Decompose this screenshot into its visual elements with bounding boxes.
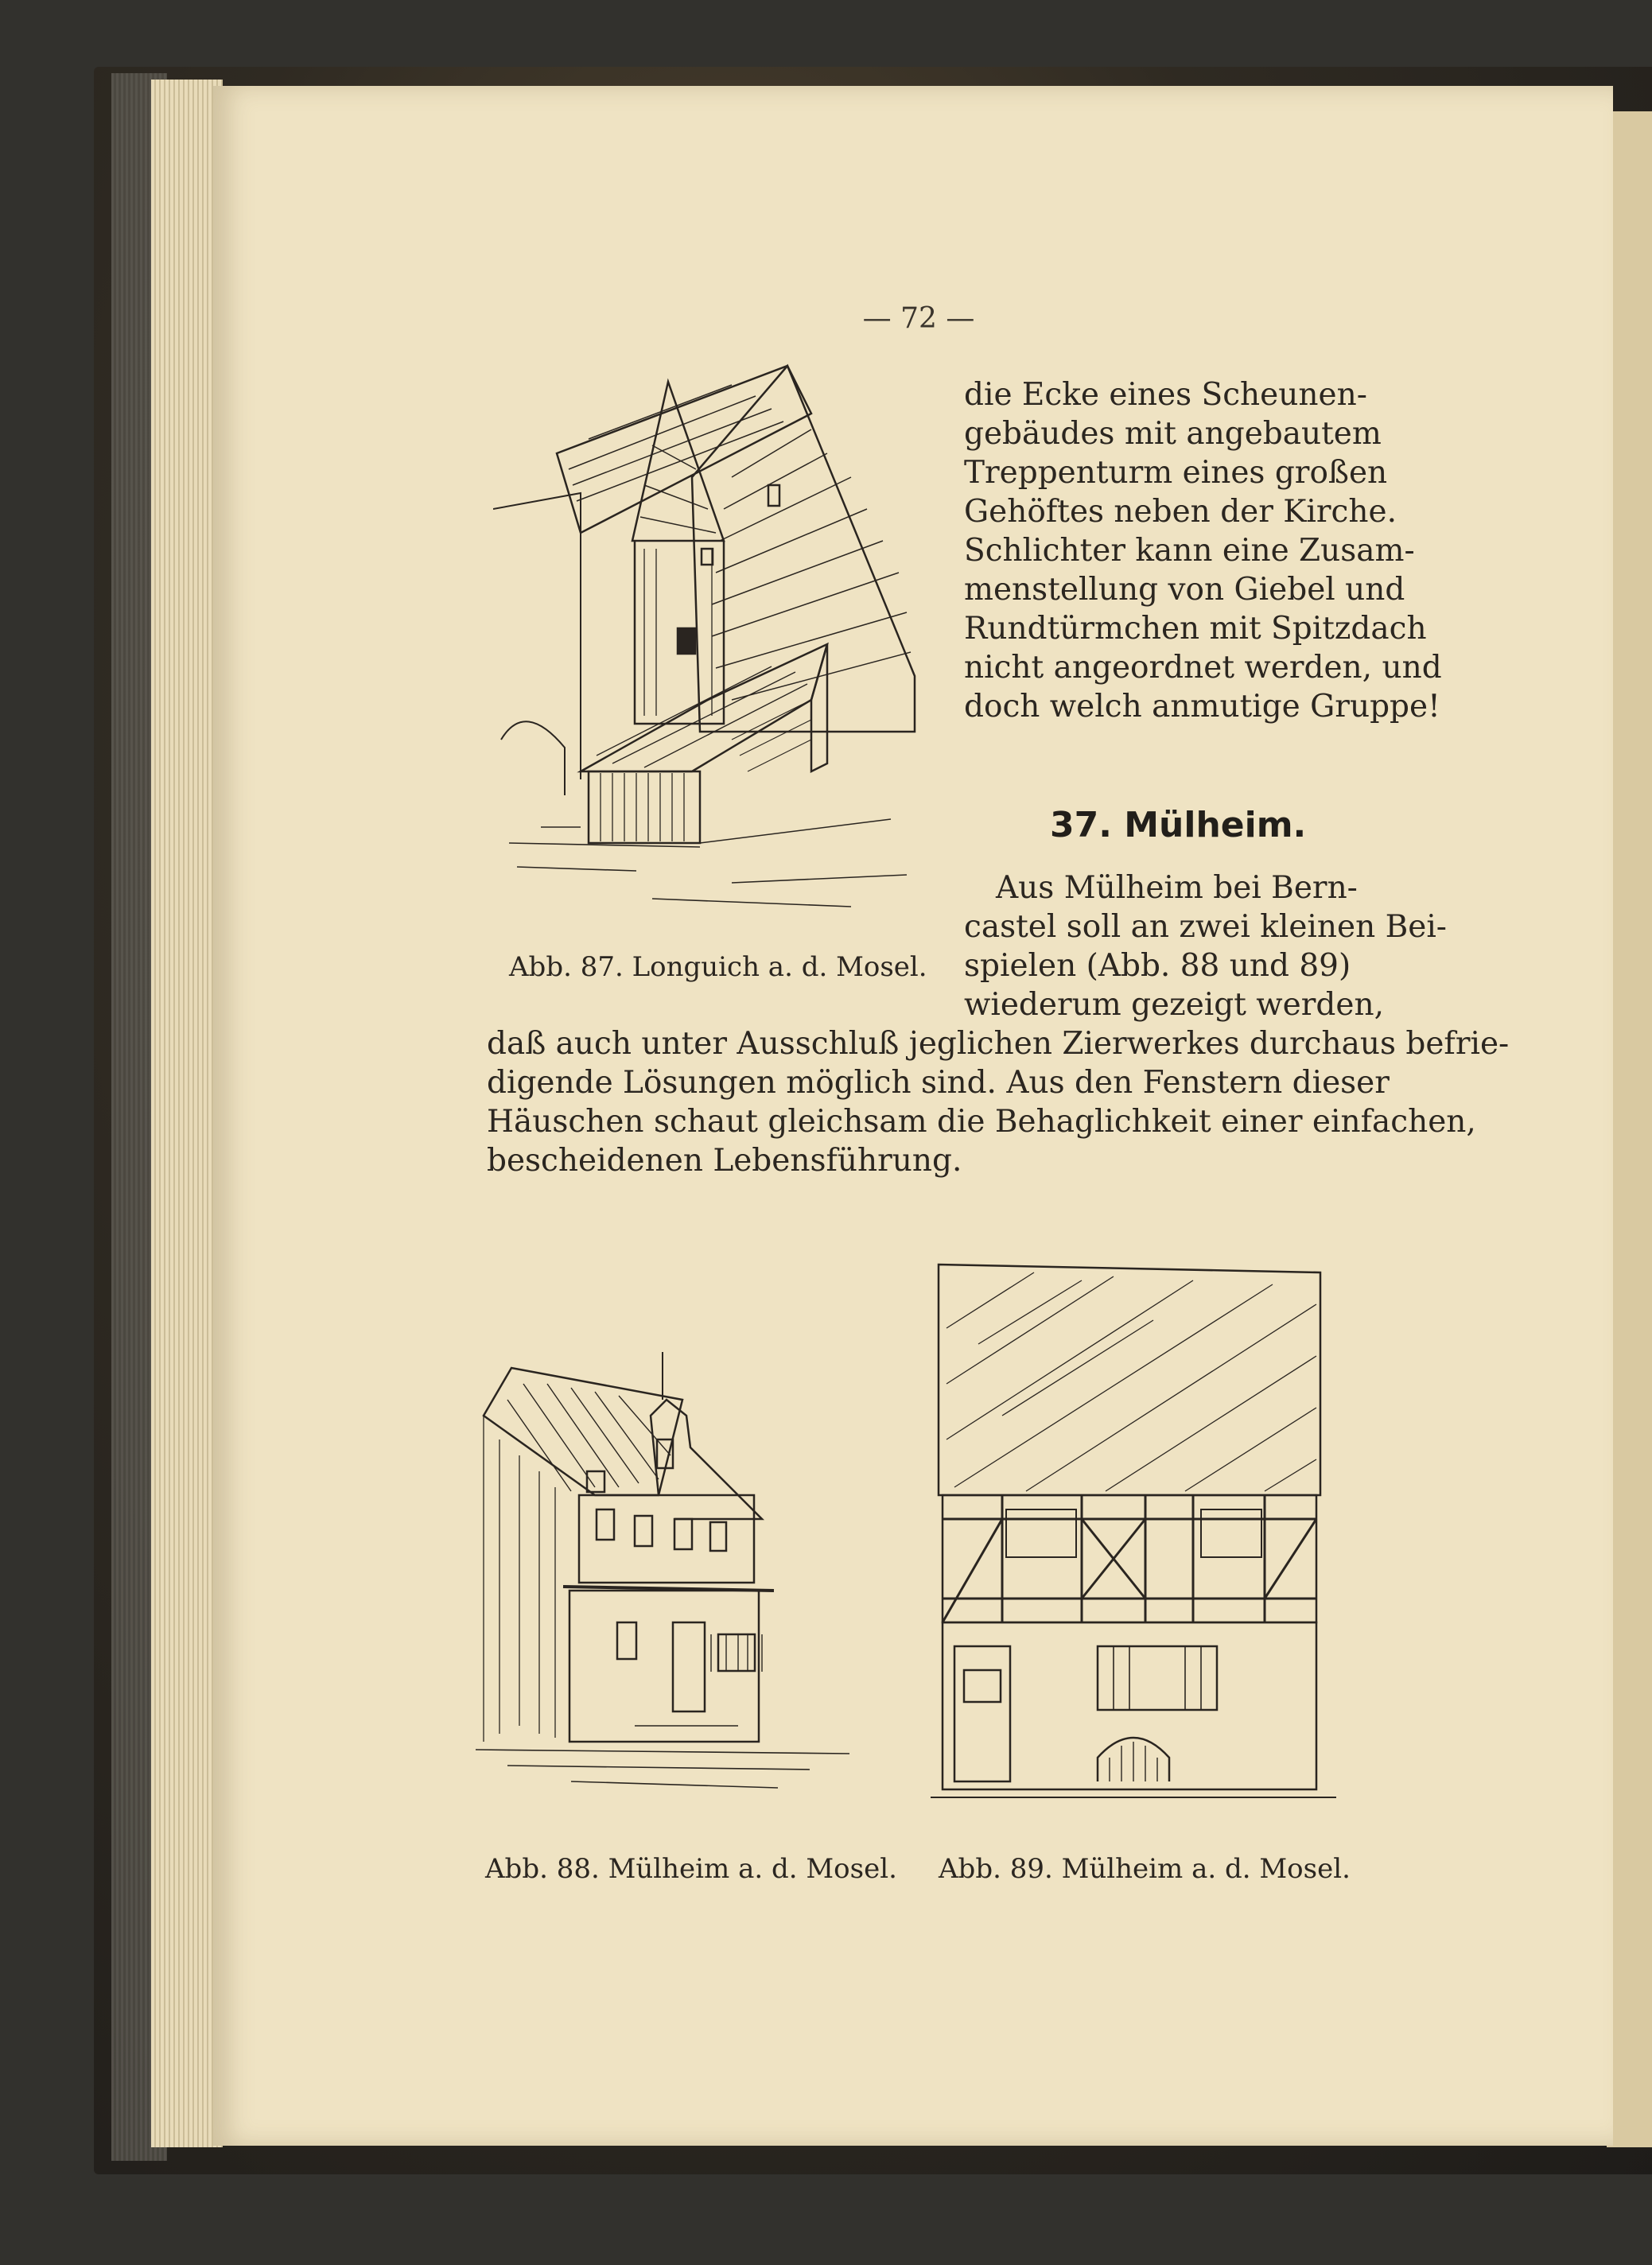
figure-88-caption: Abb. 88. Mülheim a. d. Mosel.	[485, 1853, 897, 1885]
figure-87-illustration	[493, 350, 939, 938]
text-line: digende Lösungen möglich sind. Aus den Fenstern dieser	[487, 1065, 1390, 1101]
text-line: castel soll an zwei kleinen Bei-	[964, 909, 1447, 945]
page-number: — 72 —	[862, 302, 975, 335]
figure-89-caption: Abb. 89. Mülheim a. d. Mosel.	[939, 1853, 1351, 1885]
text-line: Rundtürmchen mit Spitzdach	[964, 611, 1427, 647]
section-heading: 37. Mülheim.	[1050, 805, 1307, 845]
text-line: Gehöftes neben der Kirche.	[964, 494, 1397, 530]
text-line: gebäudes mit angebautem	[964, 416, 1382, 452]
text-line: bescheidenen Lebensführung.	[487, 1143, 962, 1179]
text-line: Schlichter kann eine Zusam-	[964, 533, 1415, 569]
figure-88-illustration	[476, 1352, 873, 1829]
text-line: daß auch unter Ausschluß jeglichen Zierwerkes durchaus befrie-	[487, 1026, 1510, 1062]
text-line: wiederum gezeigt werden,	[964, 987, 1384, 1023]
text-line: menstellung von Giebel und	[964, 572, 1405, 608]
text-line: Häuschen schaut gleichsam die Behaglichkeit einer einfachen,	[487, 1104, 1476, 1140]
text-line: Aus Mülheim bei Bern-	[996, 870, 1358, 906]
text-line: spielen (Abb. 88 und 89)	[964, 948, 1351, 984]
figure-87-caption: Abb. 87. Longuich a. d. Mosel.	[509, 951, 927, 983]
facing-page-edge	[1607, 111, 1652, 2147]
text-line: nicht angeordnet werden, und	[964, 650, 1442, 686]
page-edges	[151, 80, 223, 2147]
figure-89-illustration	[931, 1257, 1344, 1829]
text-line: Treppenturm eines großen	[964, 455, 1388, 491]
text-line: doch welch anmutige Gruppe!	[964, 689, 1440, 725]
text-line: die Ecke eines Scheunen-	[964, 377, 1367, 413]
